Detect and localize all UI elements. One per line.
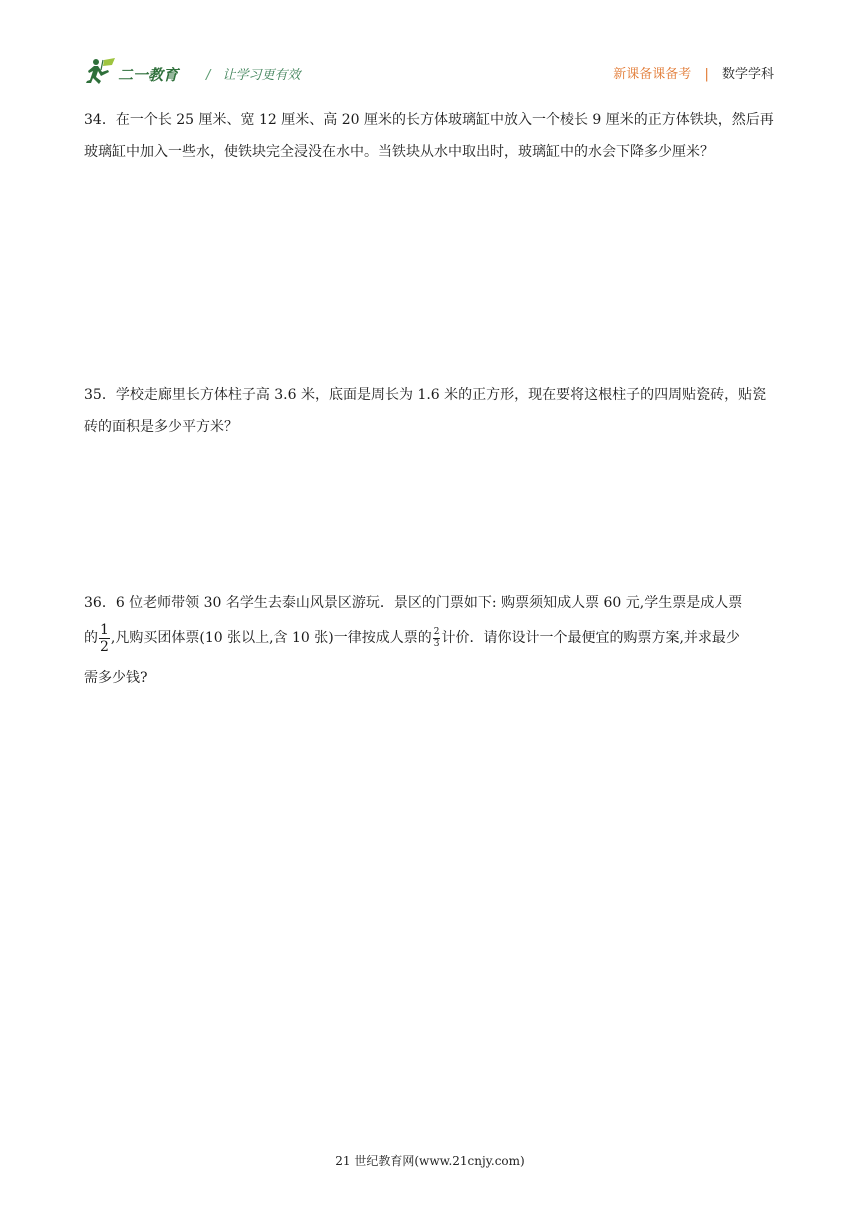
page-footer: 21 世纪教育网(www.21cnjy.com): [335, 1154, 525, 1168]
logo-text: 二一教育: [118, 66, 179, 84]
fraction-two-thirds: [433, 628, 441, 649]
header-subject-info: [613, 63, 774, 82]
question-number: 34．: [84, 112, 116, 128]
question-line: [84, 588, 776, 618]
question-text-line3: 需多少钱?: [84, 670, 148, 686]
fraction-denominator: 2: [100, 638, 109, 655]
question-number: 36．: [84, 595, 116, 611]
logo: [84, 56, 194, 90]
runner-logo-icon: [84, 56, 118, 88]
header-separator: |: [704, 67, 709, 82]
fraction-numerator: 1: [100, 621, 109, 638]
question-34: [84, 104, 776, 168]
fraction-one-half: [99, 623, 110, 654]
question-text: 学校走廊里长方体柱子高 3.6 米，底面是周长为 1.6 米的正方形，现在要将这根柱子的四周贴瓷砖，贴瓷砖的面积是多少平方米？: [84, 387, 767, 435]
question-text-line2-middle: ,凡购买团体票(10 张以上,含 10 张)一律按成人票的: [110, 630, 432, 646]
fraction-numerator: 2: [433, 626, 440, 637]
slogan: [206, 64, 301, 83]
question-text-line2-after: 计价．请你设计一个最便宜的购票方案,并求最少: [441, 630, 740, 646]
prep-label: 新课备课备考: [613, 67, 692, 82]
question-text-line1: 6 位老师带领 30 名学生去泰山风景区游玩．景区的门票如下: 购票须知成人票 60 元,学生票是成人票: [115, 595, 743, 611]
question-35: [84, 379, 776, 443]
slogan-text: 让学习更有效: [222, 68, 301, 83]
fraction-denominator: 3: [433, 638, 440, 649]
question-text-line2-before: 的: [84, 630, 98, 646]
subject-label: 数学学科: [721, 67, 774, 82]
question-line: [84, 658, 776, 698]
question-text: 在一个长 25 厘米、宽 12 厘米、高 20 厘米的长方体玻璃缸中放入一个棱长 9 厘米的正方体铁块，然后再玻璃缸中加入一些水，使铁块完全浸没在水中。当铁块从水中取出时，玻璃缸中的水会下降多少厘米？: [84, 112, 774, 160]
question-line: [84, 618, 776, 658]
question-number: 35．: [84, 387, 116, 403]
question-36: [84, 588, 776, 698]
page-header: [84, 56, 774, 92]
slogan-slash: /: [206, 68, 211, 83]
